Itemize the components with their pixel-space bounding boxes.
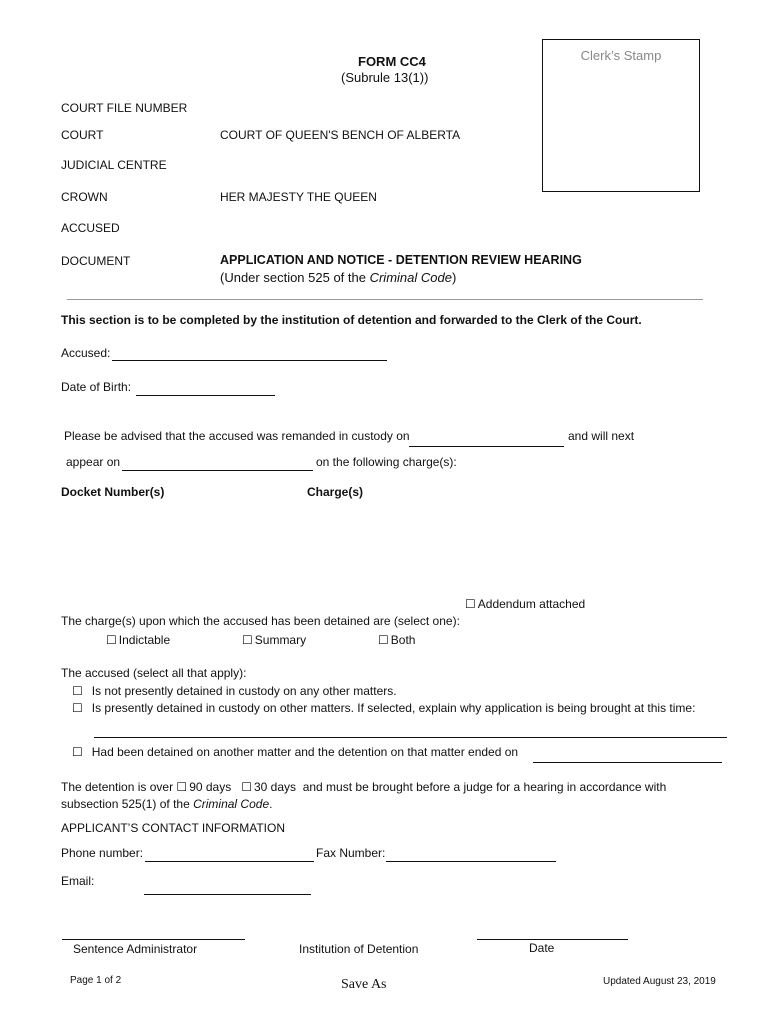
will-next-text: and will next — [568, 429, 635, 443]
indictable-checkbox[interactable] — [106, 633, 170, 647]
fax-label: Fax Number: — [316, 846, 386, 860]
checkbox-icon: ☐ — [106, 633, 117, 647]
dob-field[interactable] — [136, 395, 275, 396]
accused-label: ACCUSED — [61, 221, 120, 235]
accused-name-field[interactable] — [112, 360, 387, 361]
phone-field[interactable] — [145, 861, 314, 862]
contact-heading: APPLICANT’S CONTACT INFORMATION — [61, 821, 286, 835]
crown-label: CROWN — [61, 190, 108, 204]
sentence-admin-label: Sentence Administrator — [73, 942, 198, 956]
not-detained-checkbox[interactable] — [72, 684, 397, 698]
clerks-stamp-label: Clerk’s Stamp — [580, 48, 662, 63]
crown-value: HER MAJESTY THE QUEEN — [220, 190, 377, 204]
remanded-text: Please be advised that the accused was remanded in custody on — [64, 429, 410, 443]
page-number: Page 1 of 2 — [70, 975, 122, 986]
charge-type-question: The charge(s) upon which the accused has been detained are (select one): — [61, 614, 460, 628]
form-subrule: (Subrule 13(1)) — [341, 70, 429, 85]
ninety-days-checkbox[interactable] — [176, 780, 231, 794]
save-as-button[interactable]: Save As — [341, 977, 387, 992]
appear-on-text: appear on — [66, 455, 121, 469]
docket-number-header: Docket Number(s) — [61, 485, 165, 499]
updated-date: Updated August 23, 2019 — [603, 976, 716, 987]
checkbox-icon: ☐ — [72, 745, 83, 759]
checkbox-icon: ☐ — [242, 633, 253, 647]
addendum-checkbox[interactable] — [465, 597, 585, 611]
both-checkbox[interactable] — [378, 633, 415, 647]
summary-label: Summary — [254, 633, 307, 647]
email-label: Email: — [61, 874, 95, 888]
fax-field[interactable] — [386, 861, 556, 862]
sentence-admin-signature-line[interactable] — [62, 939, 245, 940]
appear-date-field[interactable] — [122, 470, 313, 471]
document-title: APPLICATION AND NOTICE - DETENTION REVIEW HEARING — [220, 253, 582, 267]
explanation-field[interactable] — [94, 737, 727, 738]
document-label: DOCUMENT — [61, 254, 131, 268]
subsection-prefix: subsection 525(1) of the — [61, 797, 194, 811]
thirty-days-label: 30 days — [254, 780, 297, 794]
ninety-days-label: 90 days — [189, 780, 232, 794]
checkbox-icon: ☐ — [241, 780, 252, 794]
section-divider — [67, 299, 703, 300]
accused-select-label: The accused (select all that apply): — [61, 666, 247, 680]
checkbox-icon: ☐ — [72, 701, 83, 715]
both-label: Both — [390, 633, 416, 647]
detention-suffix: and must be brought before a judge for a hearing in accordance with — [302, 780, 667, 794]
checkbox-icon: ☐ — [72, 684, 83, 698]
indictable-label: Indictable — [118, 633, 171, 647]
email-field[interactable] — [144, 894, 311, 895]
subtitle-italic: Criminal Code — [369, 270, 452, 285]
subsection-suffix: . — [269, 797, 273, 811]
thirty-days-checkbox[interactable] — [241, 780, 296, 794]
remanded-date-field[interactable] — [409, 446, 564, 447]
dob-label: Date of Birth: — [61, 380, 132, 394]
not-detained-label: Is not presently detained in custody on any other matters. — [91, 684, 397, 698]
institution-label: Institution of Detention — [299, 942, 419, 956]
subsection-line — [61, 797, 272, 811]
court-label: COURT — [61, 128, 104, 142]
court-value: COURT OF QUEEN'S BENCH OF ALBERTA — [220, 128, 461, 142]
checkbox-icon: ☐ — [378, 633, 389, 647]
addendum-label: Addendum attached — [477, 597, 586, 611]
detained-other-checkbox[interactable] — [72, 701, 695, 715]
subtitle-suffix: ) — [451, 270, 457, 285]
section-instruction: This section is to be completed by the institution of detention and forwarded to the Clerk of the Court. — [61, 313, 642, 327]
judicial-centre-label: JUDICIAL CENTRE — [61, 158, 167, 172]
date-label: Date — [529, 941, 555, 955]
subtitle-prefix: (Under section 525 of the — [220, 270, 370, 285]
detention-prefix: The detention is over — [61, 780, 174, 794]
detained-other-label: Is presently detained in custody on other matters. If selected, explain why application is being brought at this time: — [91, 701, 696, 715]
court-file-number-label: COURT FILE NUMBER — [61, 101, 188, 115]
document-subtitle — [220, 270, 456, 285]
detention-ended-label: Had been detained on another matter and the detention on that matter ended on — [91, 745, 519, 759]
detention-ended-checkbox[interactable] — [72, 745, 518, 759]
following-charges-text: on the following charge(s): — [316, 455, 457, 469]
detention-period-line — [61, 780, 666, 794]
summary-checkbox[interactable] — [242, 633, 306, 647]
checkbox-icon: ☐ — [465, 597, 476, 611]
clerks-stamp-box — [542, 39, 700, 192]
subsection-italic: Criminal Code — [193, 797, 270, 811]
charges-header: Charge(s) — [307, 485, 364, 499]
form-title: FORM CC4 — [358, 54, 426, 69]
date-signature-line[interactable] — [477, 939, 628, 940]
checkbox-icon: ☐ — [176, 780, 188, 794]
accused-name-label: Accused: — [61, 346, 111, 360]
detention-ended-date-field[interactable] — [533, 762, 722, 763]
phone-label: Phone number: — [61, 846, 144, 860]
